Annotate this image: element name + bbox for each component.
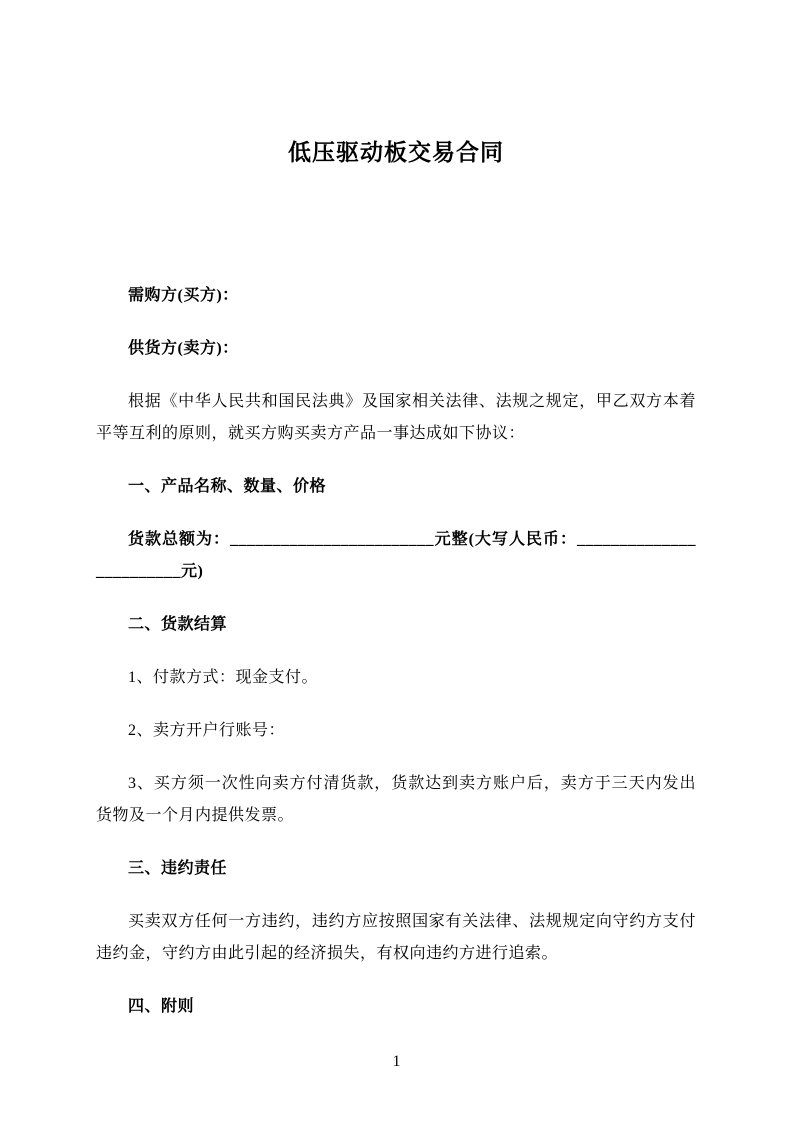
paragraph-payment-terms: 3、买方须一次性向卖方付清货款，货款达到卖方账户后，卖方于三天内发出货物及一个月内提供发票。 <box>96 775 696 824</box>
paragraph-buyer: 需购方(买方)： <box>128 287 239 304</box>
heading-section-4: 四、附则 <box>128 998 195 1015</box>
paragraph-breach-liability: 买卖双方任何一方违约，违约方应按照国家有关法律、法规规定向守约方支付违约金，守约方由此引起的经济损失，有权向违约方进行追索。 <box>96 913 696 962</box>
page-number: 1 <box>392 1053 401 1070</box>
document-title: 低压驱动板交易合同 <box>288 140 504 165</box>
paragraph-payment-method: 1、付款方式：现金支付。 <box>128 669 319 686</box>
document-content <box>0 138 793 1023</box>
paragraph-total-amount: 货款总额为：________________________元整(大写人民币：________________________元) <box>96 531 696 580</box>
heading-section-2: 二、货款结算 <box>128 616 228 633</box>
heading-section-3: 三、违约责任 <box>128 860 228 877</box>
paragraph-bank-account: 2、卖方开户行账号： <box>128 722 286 739</box>
document-body <box>96 280 696 1023</box>
paragraph-preamble: 根据《中华人民共和国民法典》及国家相关法律、法规之规定，甲乙双方本着平等互利的原则，就买方购买卖方产品一事达成如下协议： <box>96 393 696 442</box>
paragraph-seller: 供货方(卖方)： <box>128 340 239 357</box>
heading-section-1: 一、产品名称、数量、价格 <box>128 478 327 495</box>
